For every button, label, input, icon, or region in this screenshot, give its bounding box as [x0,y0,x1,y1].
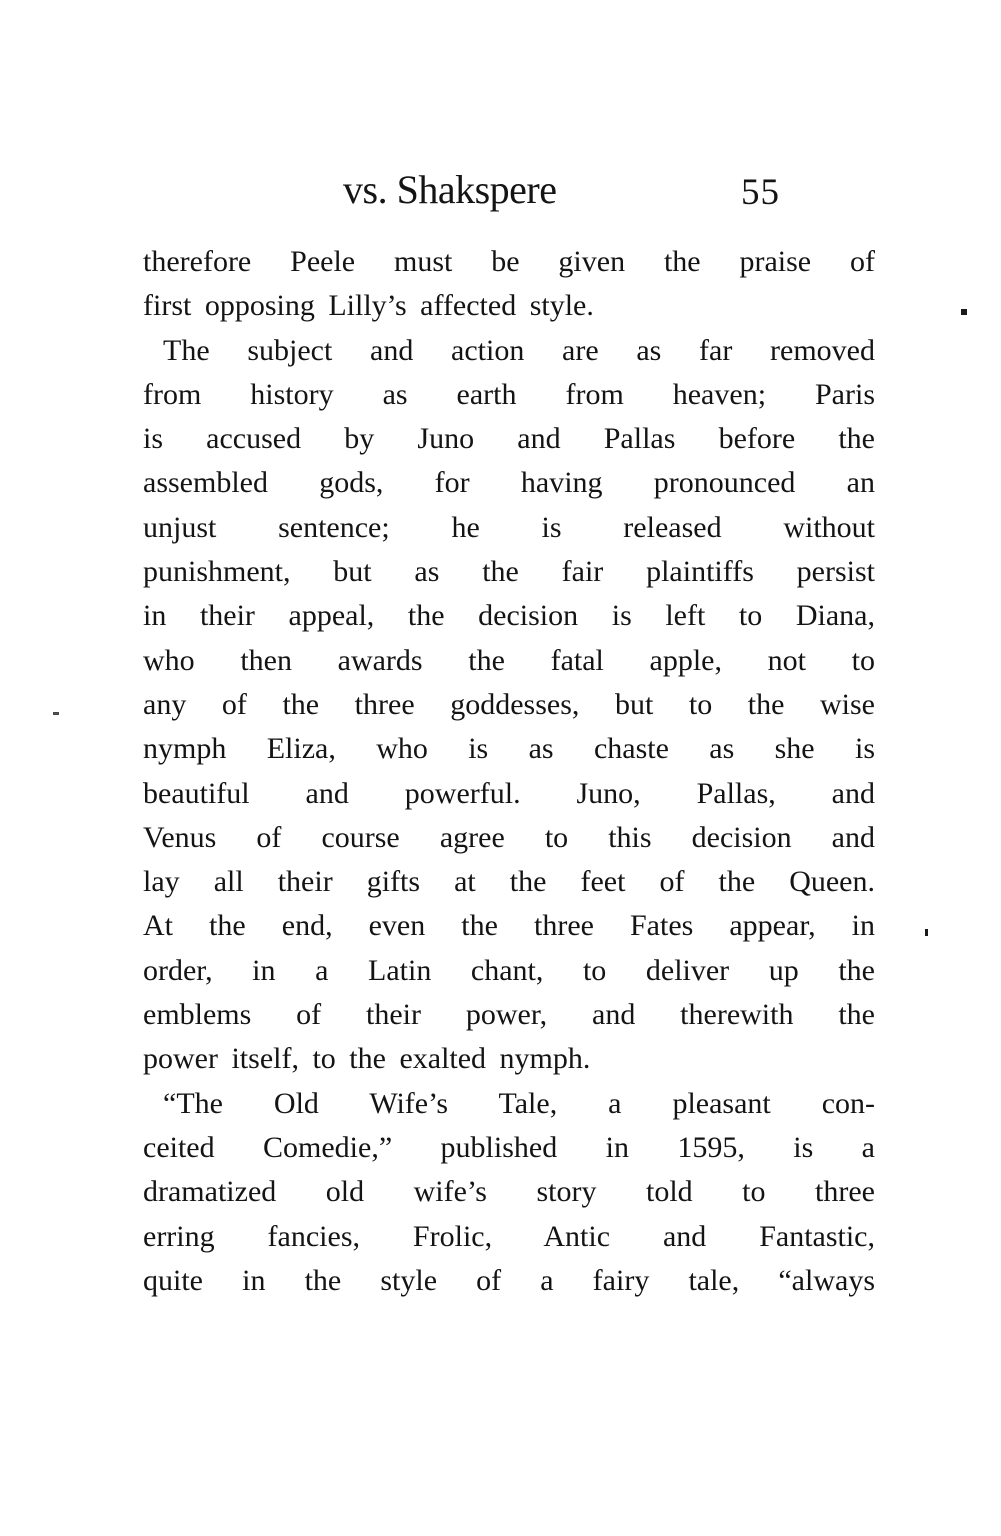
text-line: from history as earth from heaven; Paris [143,377,875,411]
text-line: any of the three goddesses, but to the wise [143,687,875,721]
text-line: first opposing Lilly’s affected style. [143,289,594,323]
text-line: order, in a Latin chant, to deliver up the [143,953,875,987]
ink-speck [925,929,928,936]
text-line: beautiful and powerful. Juno, Pallas, and [143,776,875,810]
text-line: ceited Comedie,” published in 1595, is a [143,1130,875,1164]
text-line: assembled gods, for having pronounced an [143,466,875,500]
body-text-block [143,240,875,1303]
text-line: unjust sentence; he is released without [143,510,875,544]
page-number: 55 [741,172,780,213]
text-line: punishment, but as the fair plaintiffs persist [143,555,875,589]
ink-speck [53,712,59,715]
running-head-title: vs. Shakspere [343,167,557,212]
text-line: lay all their gifts at the feet of the Queen. [143,865,875,899]
text-line: nymph Eliza, who is as chaste as she is [143,732,875,766]
text-line: At the end, even the three Fates appear, in [143,909,875,943]
text-line: dramatized old wife’s story told to three [143,1175,875,1209]
text-line: who then awards the fatal apple, not to [143,643,875,677]
text-line: quite in the style of a fairy tale, “always [143,1263,875,1297]
text-line: is accused by Juno and Pallas before the [143,422,875,456]
text-line: “The Old Wife’s Tale, a pleasant con- [163,1086,875,1120]
text-line: The subject and action are as far removed [163,333,875,367]
text-line: therefore Peele must be given the praise of [143,245,875,278]
text-line: emblems of their power, and therewith the [143,998,875,1032]
text-line: in their appeal, the decision is left to Diana, [143,599,875,633]
ink-speck [961,309,967,315]
text-line: erring fancies, Frolic, Antic and Fantastic, [143,1219,875,1253]
text-line: Venus of course agree to this decision and [143,820,875,854]
text-line: power itself, to the exalted nymph. [143,1042,591,1076]
